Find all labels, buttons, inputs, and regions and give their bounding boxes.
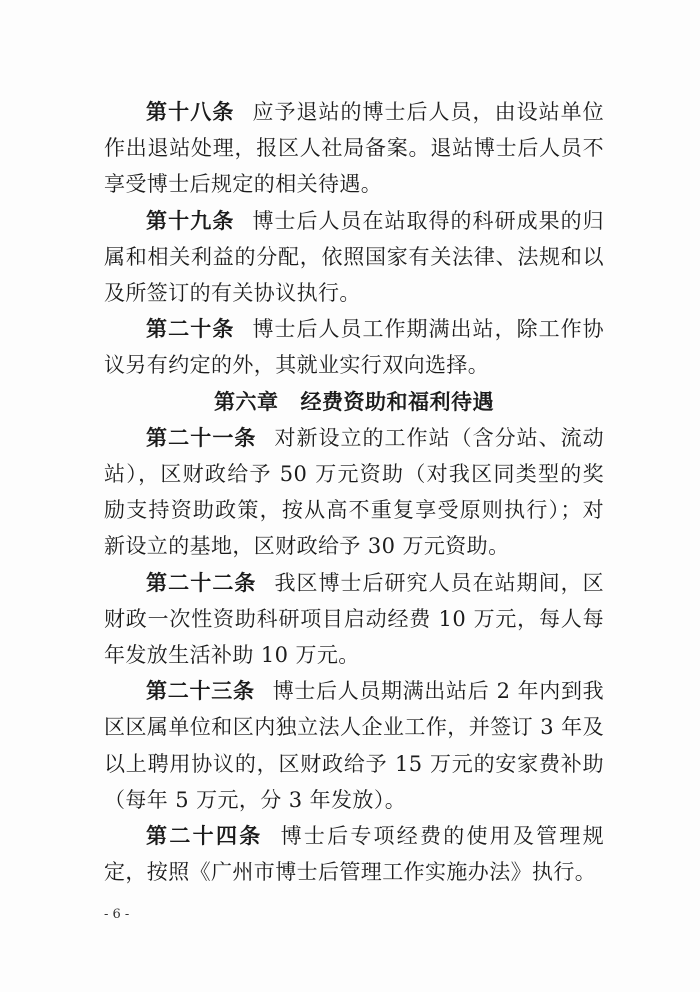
article-20	[104, 311, 604, 383]
article-number: 第二十二条	[146, 570, 257, 595]
article-text: 应予退站的博士后人员，由设站单位作出退站处理，报区人社局备案。退站博士后人员不享受博士后规定的相关待遇。	[104, 100, 605, 197]
chapter-number: 第六章	[214, 389, 279, 414]
article-number: 第二十一条	[146, 425, 257, 450]
article-text: 博士后人员期满出站后 2 年内到我区区属单位和区内独立法人企业工作，并签订 3 年及以上聘用协议的，区财政给予 15 万元的安家费补助（每年 5 万元，分 3 年发放）。	[104, 679, 604, 812]
page-number: - 6 -	[104, 907, 130, 922]
article-number: 第二十条	[146, 317, 235, 342]
article-22	[104, 565, 604, 674]
article-21	[104, 420, 604, 565]
chapter-title: 经费资助和福利待遇	[300, 389, 494, 414]
article-24	[104, 818, 604, 890]
article-text: 博士后专项经费的使用及管理规定，按照《广州市博士后管理工作实施办法》执行。	[104, 824, 604, 885]
article-text: 我区博士后研究人员在站期间，区财政一次性资助科研项目启动经费 10 万元，每人每年发放生活补助 10 万元。	[104, 570, 605, 668]
chapter-heading	[104, 384, 604, 420]
article-number: 第十八条	[146, 100, 235, 124]
article-23	[104, 673, 604, 818]
article-number: 第十九条	[146, 208, 235, 233]
article-text: 博士后人员工作期满出站，除工作协议另有约定的外，其就业实行双向选择。	[104, 317, 605, 378]
article-18	[104, 94, 604, 203]
article-text: 博士后人员在站取得的科研成果的归属和相关利益的分配，依照国家有关法律、法规和以及所签订的有关协议执行。	[104, 208, 605, 306]
article-number: 第二十四条	[146, 824, 263, 849]
article-number: 第二十三条	[146, 679, 255, 704]
article-19	[104, 203, 604, 312]
document-body	[104, 94, 604, 890]
article-text: 对新设立的工作站（含分站、流动站），区财政给予 50 万元资助（对我区同类型的奖励支持资助政策，按从高不重复享受原则执行）；对新设立的基地，区财政给予 30 万元资助。	[104, 425, 605, 559]
